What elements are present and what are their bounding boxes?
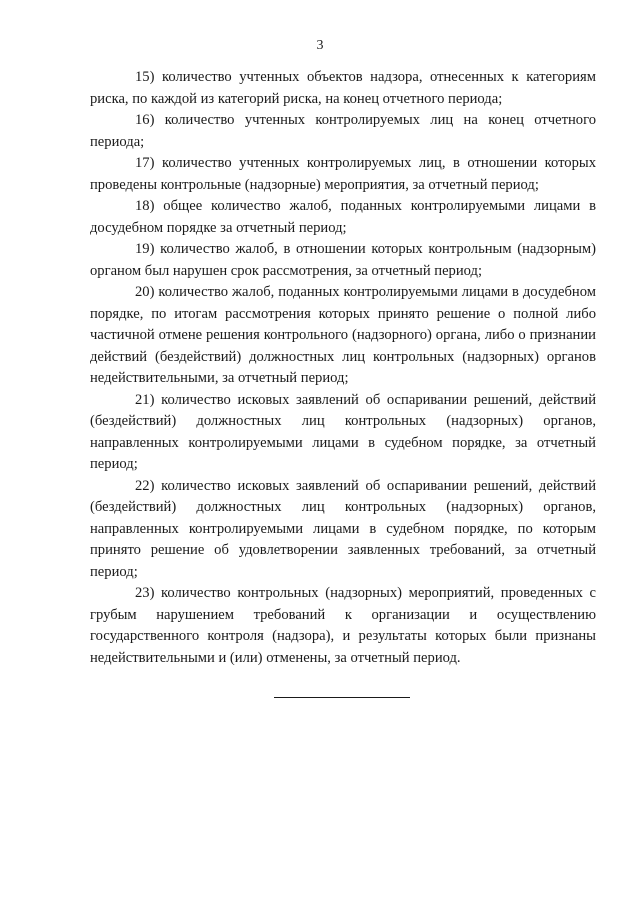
list-item-16: 16) количество учтенных контролируемых лиц на конец отчетного периода;	[90, 112, 596, 150]
list-item-15: 15) количество учтенных объектов надзора, отнесенных к категориям риска, по каждой из категорий риска, на конец отчетного периода;	[90, 69, 596, 107]
end-of-document-rule	[274, 697, 410, 698]
list-item-20: 20) количество жалоб, поданных контролируемыми лицами в досудебном порядке, по итогам рассмотрения которых принято решение о полной либо частичной отмене решения контрольного (надзорного) органа, либо о признании действий (бездействий) должностных лиц контрольных (надзорных) органов недействительными, за отчетный период;	[90, 284, 596, 386]
list-item-23: 23) количество контрольных (надзорных) мероприятий, проведенных с грубым нарушением требований к организации и осуществлению государственного контроля (надзора), и результаты которых были признаны недействительными и (или) отменены, за отчетный период.	[90, 585, 596, 666]
list-item-18: 18) общее количество жалоб, поданных контролируемыми лицами в досудебном порядке за отчетный период;	[90, 198, 596, 236]
list-item-22: 22) количество исковых заявлений об оспаривании решений, действий (бездействий) должностных лиц контрольных (надзорных) органов, направленных контролируемыми лицами в судебном порядке, по которым принято решение об удовлетворении заявленных требований, за отчетный период;	[90, 477, 596, 580]
list-item-19: 19) количество жалоб, в отношении которых контрольным (надзорным) органом был нарушен срок рассмотрения, за отчетный период;	[90, 241, 596, 279]
page-number: 3	[316, 38, 324, 53]
list-item-17: 17) количество учтенных контролируемых лиц, в отношении которых проведены контрольные (надзорные) мероприятия, за отчетный период;	[90, 155, 596, 193]
document-body	[90, 67, 596, 669]
list-item-21: 21) количество исковых заявлений об оспаривании решений, действий (бездействий) должностных лиц контрольных (надзорных) органов, направленных контролируемыми лицами в судебном порядке, за отчетный период;	[90, 391, 596, 472]
